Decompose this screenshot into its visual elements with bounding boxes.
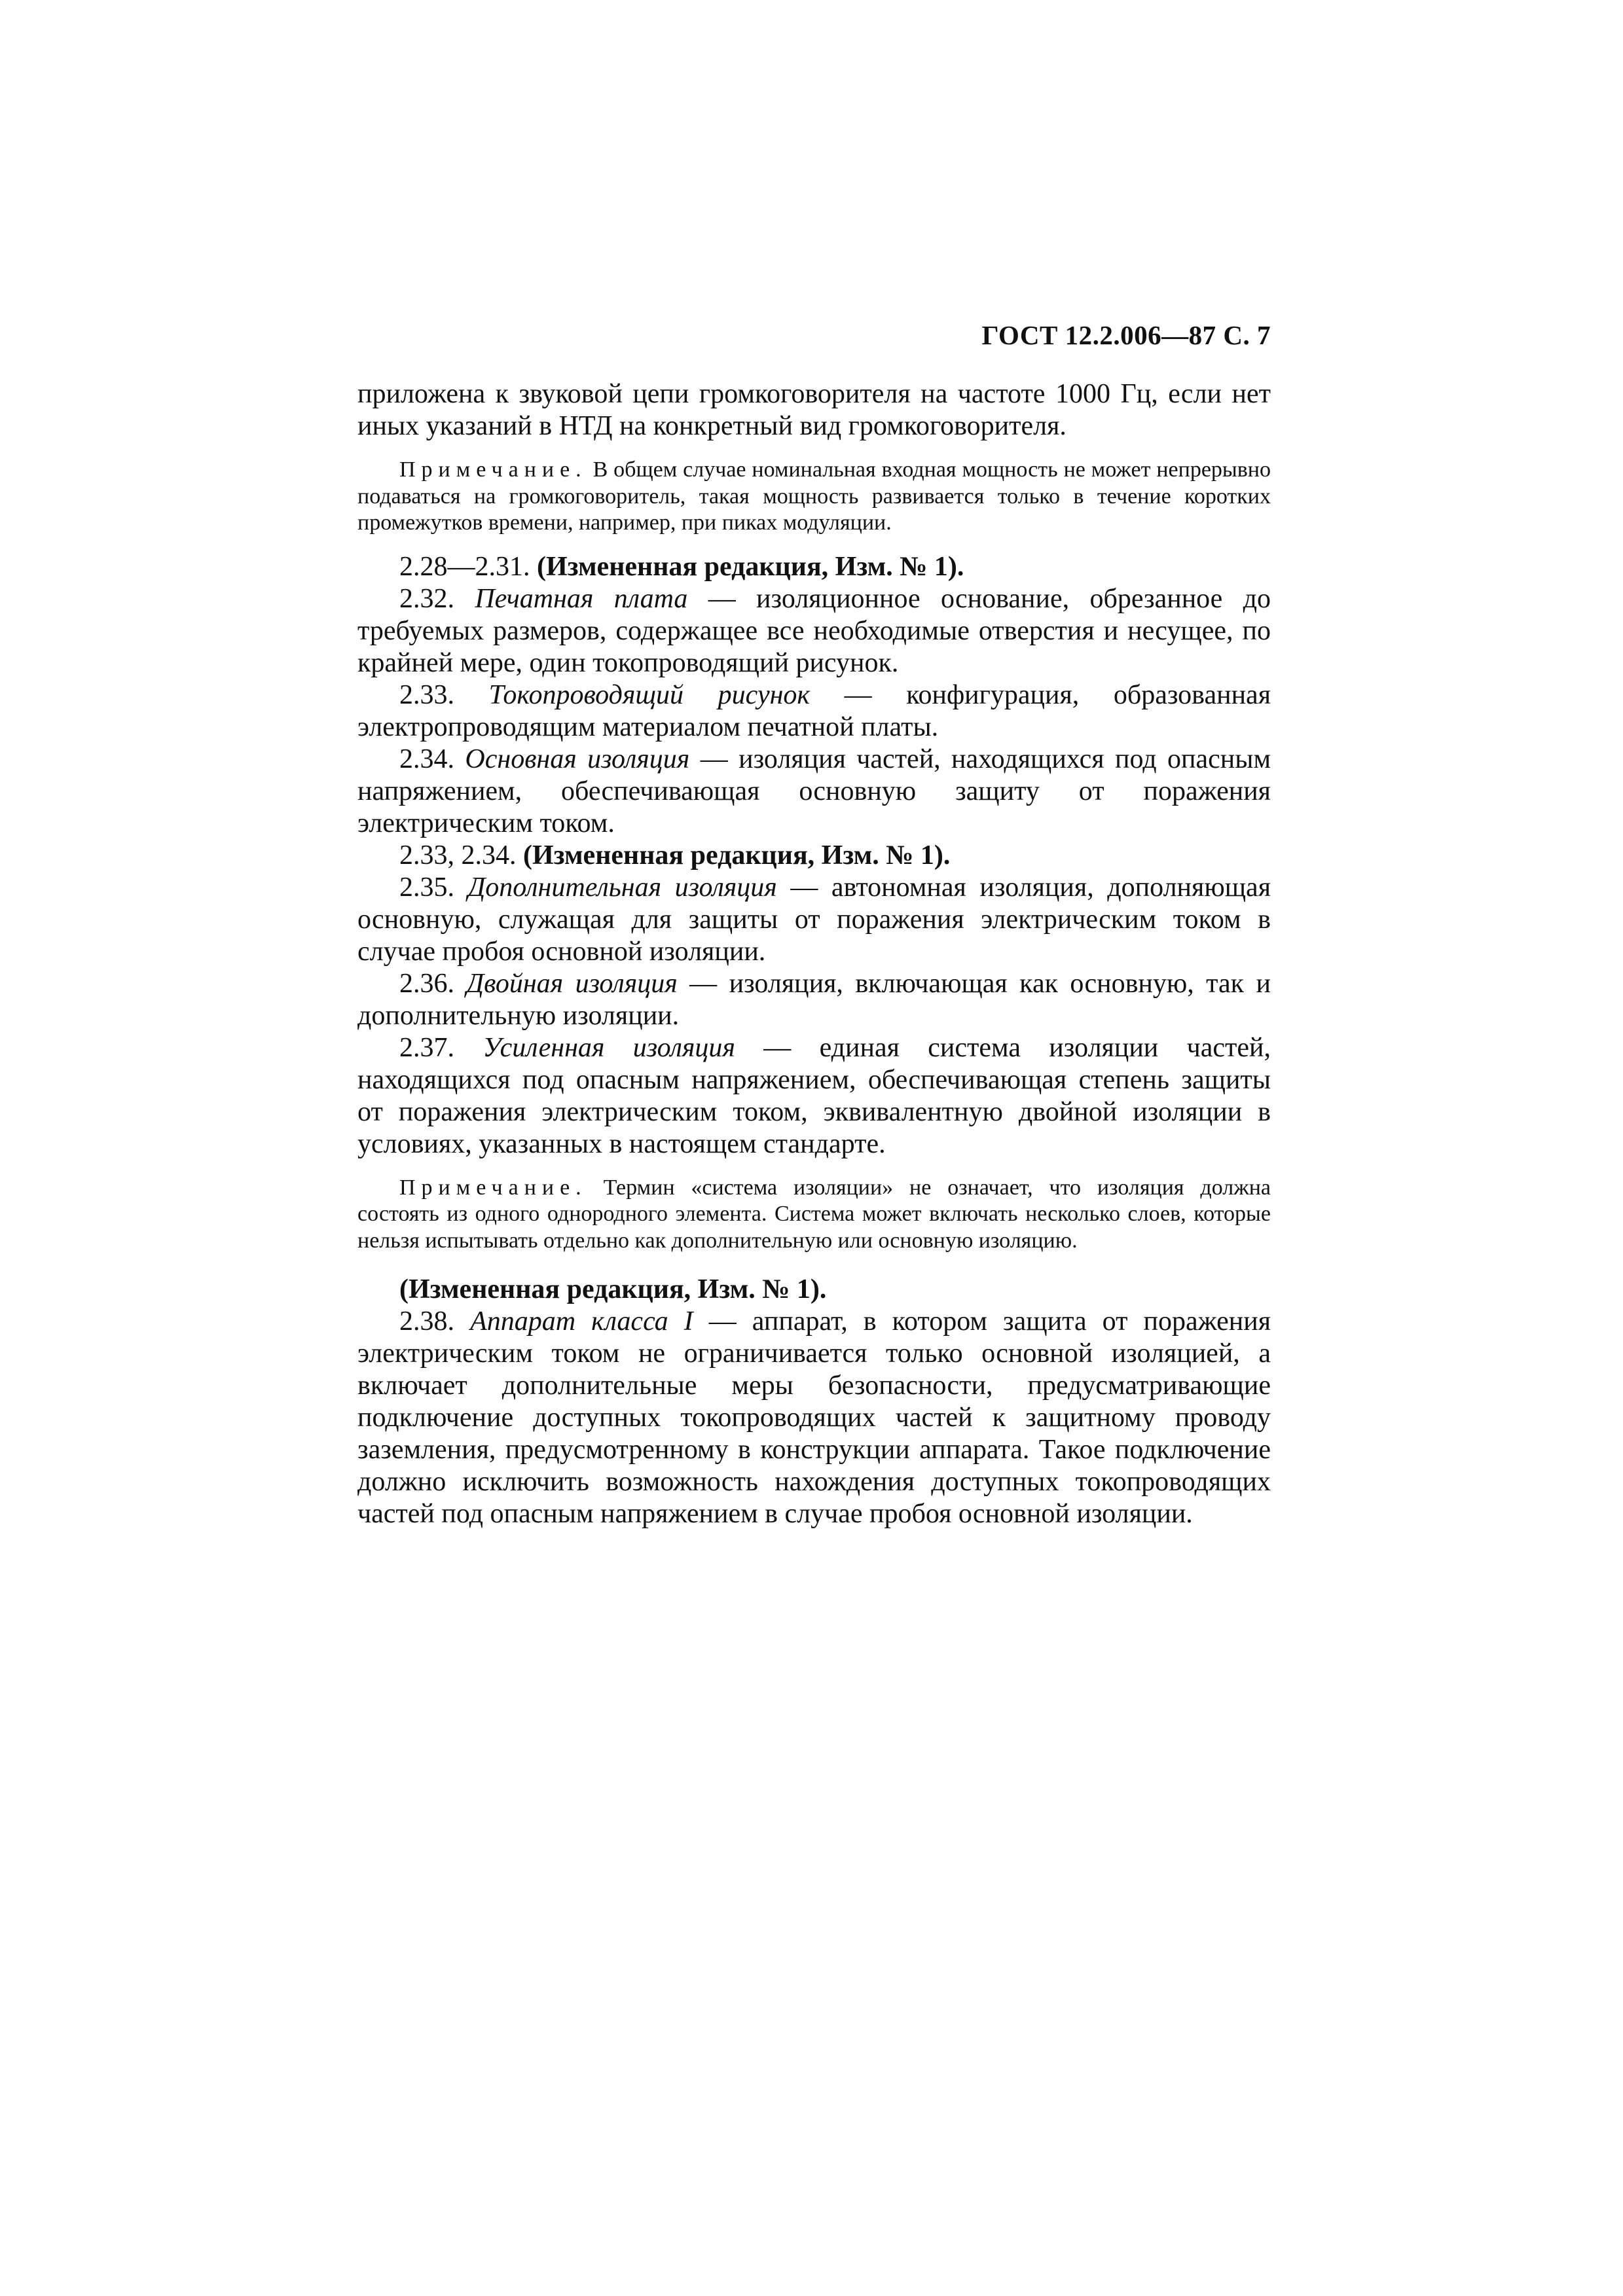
clause-2-32-term: Печатная плата (475, 583, 688, 614)
clause-2-33-text: — конфигурация, образованная электропроводящим материалом печатной платы. (357, 679, 1271, 742)
clause-2-33b-amendment: (Измененная редакция, Изм. № 1). (523, 840, 951, 870)
page-header: ГОСТ 12.2.006—87 С. 7 (981, 320, 1271, 350)
clause-2-33-term: Токопроводящий рисунок (488, 679, 811, 710)
document-body (357, 378, 1271, 1530)
clause-2-32-text: — изоляционное основание, обрезанное до требуемых размеров, содержащее все необходимые отверстия и несущее, по крайней мере, один токопроводящий рисунок. (357, 583, 1271, 678)
clause-2-33 (357, 679, 1271, 744)
clause-2-28 (357, 551, 1271, 583)
note-1 (357, 457, 1271, 537)
note-2-label: Примечание. (399, 1175, 587, 1200)
clause-2-32 (357, 583, 1271, 679)
note-2 (357, 1175, 1271, 1255)
clause-2-28-amendment: (Измененная редакция, Изм. № 1). (537, 551, 964, 582)
clause-2-36-number: 2.36. (399, 968, 454, 999)
clause-2-37-text: — единая система изоляции частей, находящихся под опасным напряжением, обеспечивающая степень защиты от поражения электрическим током, эквивалентную двойной изоляции в условиях, указанных в настоящем стандарте. (357, 1032, 1271, 1159)
clause-2-38 (357, 1306, 1271, 1530)
amendment-note: (Измененная редакция, Изм. № 1). (399, 1274, 827, 1304)
clause-2-38-number: 2.38. (399, 1306, 454, 1336)
clause-2-34-term: Основная изоляция (465, 744, 690, 774)
clause-2-34 (357, 744, 1271, 840)
clause-2-36-term: Двойная изоляция (466, 968, 678, 999)
clause-2-34-text: — изоляция частей, находящихся под опасным напряжением, обеспечивающая основную защиту от поражения электрическим током. (357, 744, 1271, 838)
clause-2-37-number: 2.37. (399, 1032, 454, 1063)
clause-2-37 (357, 1032, 1271, 1160)
intro-paragraph: приложена к звуковой цепи громкоговорителя на частоте 1000 Гц, если нет иных указаний в НТД на конкретный вид громкоговорителя. (357, 379, 1271, 441)
clause-2-35 (357, 872, 1271, 968)
clause-2-36 (357, 968, 1271, 1032)
clause-2-33-2-34-amend (357, 840, 1271, 872)
clause-2-35-text: — автономная изоляция, дополняющая основную, служащая для защиты от поражения электрическим током в случае пробоя основной изоляции. (357, 872, 1271, 967)
clause-2-33b-number: 2.33, 2.34. (399, 840, 517, 870)
clause-2-38-term: Аппарат класса I (470, 1306, 693, 1336)
clause-2-33-number: 2.33. (399, 679, 454, 710)
note-1-label: Примечание. (399, 457, 587, 482)
clause-2-35-number: 2.35. (399, 872, 454, 903)
clause-2-37-term: Усиленная изоляция (483, 1032, 735, 1063)
note-2-text: Термин «система изоляции» не означает, что изоляция должна состоять из одного однородного элемента. Система может включать несколько слоев, которые нельзя испытывать отдельно как дополнительную или основную изоляцию. (357, 1175, 1271, 1253)
clause-2-28-number: 2.28—2.31. (399, 551, 530, 582)
clause-2-38-text: — аппарат, в котором защита от поражения электрическим током не ограничивается только основной изоляцией, а включает дополнительные меры безопасности, предусматривающие подключение доступных токопроводящих частей к защитному проводу заземления, предусмотренному в конструкции аппарата. Такое подключение должно исключить возможность нахождения доступных токопроводящих частей под опасным напряжением в случае пробоя основной изоляции. (357, 1306, 1271, 1529)
clause-2-32-number: 2.32. (399, 583, 454, 614)
clause-2-34-number: 2.34. (399, 744, 454, 774)
clause-2-35-term: Дополнительная изоляция (467, 872, 777, 903)
note-1-text: В общем случае номинальная входная мощность не может непрерывно подаваться на громкоговоритель, такая мощность развивается только в течение коротких промежутков времени, например, при пиках модуляции. (357, 457, 1271, 535)
clause-2-36-text: — изоляция, включающая как основную, так и дополнительную изоляции. (357, 968, 1271, 1031)
